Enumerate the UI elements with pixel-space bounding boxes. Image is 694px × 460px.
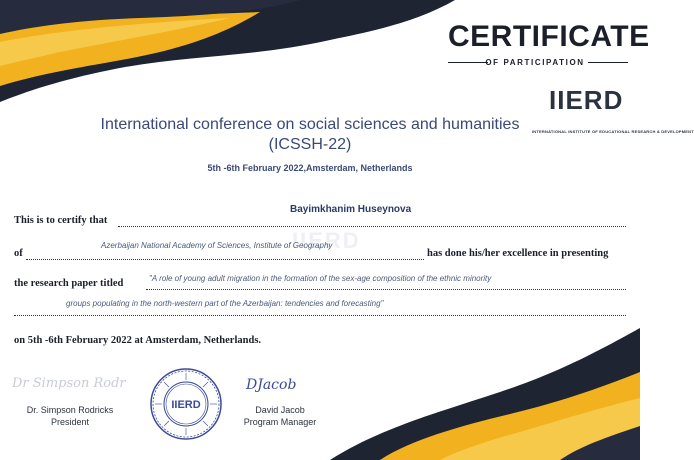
institution-dotline — [26, 259, 424, 260]
manager-signature: DJacob — [246, 377, 297, 393]
conference-title — [70, 115, 550, 155]
manager-name: David Jacob — [255, 405, 305, 415]
certify-label: This is to certify that — [14, 215, 108, 226]
paper-label: the research paper titled — [14, 278, 124, 289]
closing-statement: on 5th -6th February 2022 at Amsterdam, Netherlands. — [14, 335, 262, 346]
recipient-name: Bayimkhanim Huseynova — [290, 204, 412, 215]
seal-center-text: IIERD — [171, 399, 201, 411]
institution-name: Azerbaijan National Academy of Sciences, Institute of Geography — [101, 241, 333, 250]
paper-dotline-2 — [14, 315, 626, 316]
seal-icon — [149, 367, 223, 441]
certificate-heading: CERTIFICATE — [448, 20, 650, 53]
president-name: Dr. Simpson Rodricks — [26, 405, 114, 415]
conference-title-line2: (ICSSH-22) — [268, 136, 352, 153]
organizer-logo-caption: INTERNATIONAL INSTITUTE OF EDUCATIONAL RESEARCH & DEVELOPMENT — [532, 129, 694, 134]
conference-date-place: 5th -6th February 2022,Amsterdam, Netherlands — [207, 163, 413, 173]
paper-dotline-1 — [146, 289, 626, 290]
conference-title-line1: International conference on social sciences and humanities — [100, 116, 520, 133]
watermark: IIERD — [292, 228, 361, 253]
organizer-logo: IIERD — [549, 85, 624, 115]
manager-role: Program Manager — [243, 417, 317, 427]
paper-title-line2: groups populating in the north-western part of the Azerbaijan: tendencies and forecasting" — [66, 299, 384, 308]
president-role: President — [50, 417, 90, 427]
president-signature: Dr Simpson Rodr — [12, 376, 126, 391]
certificate-subheading: OF PARTICIPATION — [485, 58, 585, 67]
of-label: of — [14, 248, 23, 259]
paper-title-line1: "A role of young adult migration in the formation of the sex-age composition of the ethnic minority — [149, 274, 492, 283]
subheading-rule-right — [588, 62, 628, 63]
excellence-text: has done his/her excellence in presenting — [427, 248, 609, 259]
recipient-dotline — [118, 226, 626, 227]
